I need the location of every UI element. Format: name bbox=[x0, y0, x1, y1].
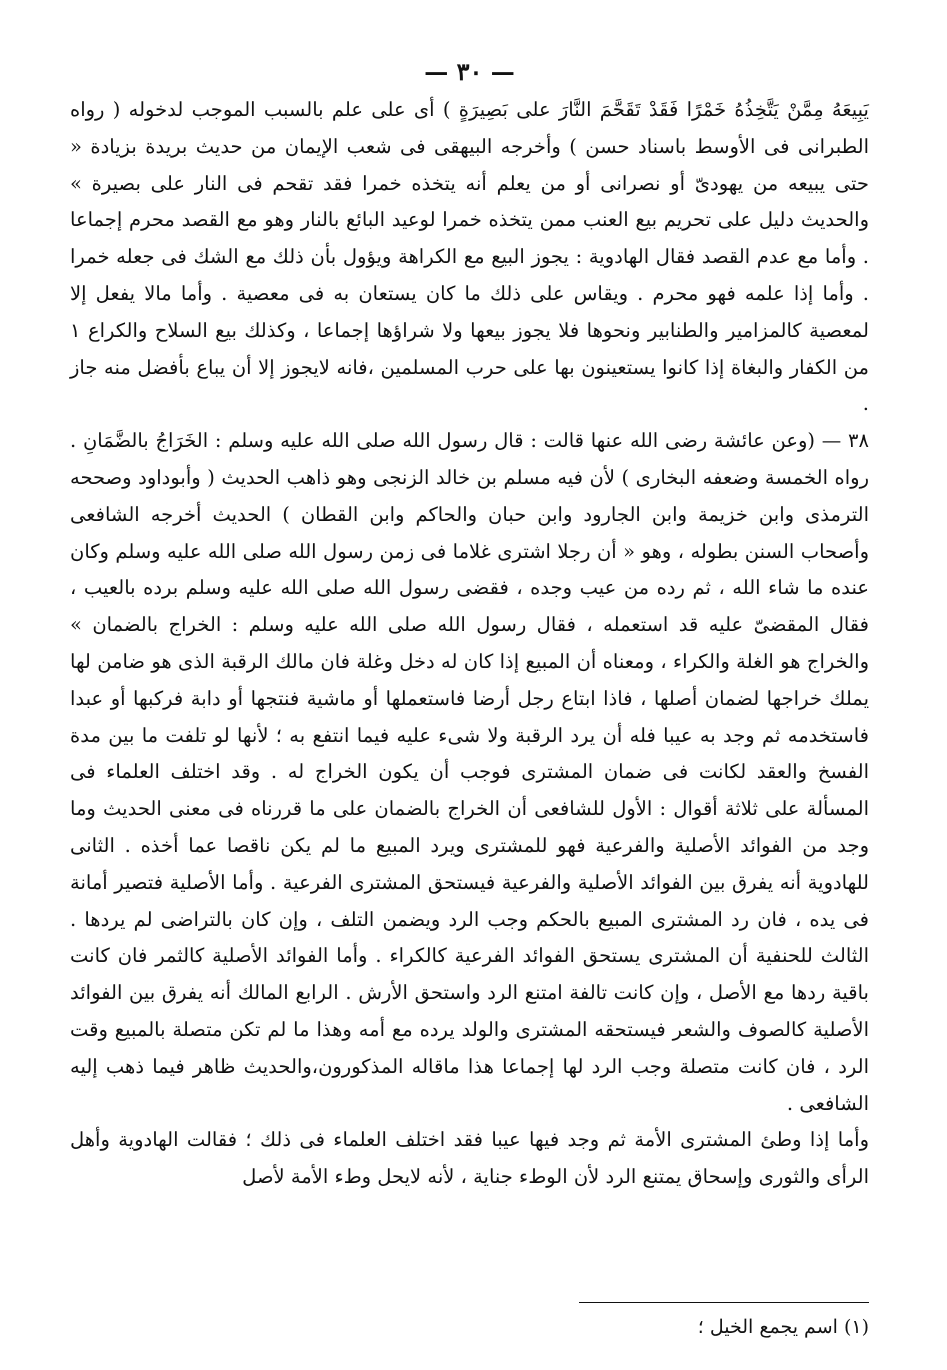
footnote-rule bbox=[579, 1302, 869, 1303]
paragraph-2: ٣٨ — (وعن عائشة رضى الله عنها قالت : قال رسول الله صلى الله عليه وسلم : الخَرَاجُ بالضَّمَانِ . رواه الخمسة وضعفه البخارى ) لأن فيه مسلم بن خالد الزنجى وهو ذاهب الحديث ( وأبوداود وصححه الترمذى وابن خزيمة وابن الجارود وابن حبان والحاكم وابن القطان ) الحديث أخرجه الشافعى وأصحاب السنن بطوله ، وهو « أن رجلا اشترى غلاما فى زمن رسول الله صلى الله عليه وسلم وكان عنده ما شاء الله ، ثم رده من عيب وجده ، فقضى رسول الله صلى الله عليه وسلم برده بالعيب ، فقال المقضىّ عليه قد استعمله ، فقال رسول الله صلى الله عليه وسلم : الخراج بالضمان » والخراج هو الغلة والكراء ، ومعناه أن المبيع إذا كان له دخل وغلة فان مالك الرقبة الذى هو ضامن لها يملك خراجها لضمان أصلها ، فاذا ابتاع رجل أرضا فاستعملها أو ماشية فنتجها أو دابة فركبها أو عبدا فاستخدمه ثم وجد به عيبا فله أن يرد الرقبة ولا شىء عليه فيما انتفع به ؛ لأنها لو تلفت ما بين مدة الفسخ والعقد لكانت فى ضمان المشترى فوجب أن يكون الخراج له . وقد اختلف العلماء فى المسألة على ثلاثة أقوال : الأول للشافعى أن الخراج بالضمان على ما قررناه فى معنى الحديث وما وجد من الفوائد الأصلية والفرعية فهو للمشترى ويرد المبيع ما لم يكن ناقصا عما أخذه . الثانى للهادوية أنه يفرق بين الفوائد الأصلية والفرعية فيستحق المشترى الفرعية . وأما الأصلية فتصير أمانة فى يده ، فان رد المشترى المبيع بالحكم وجب الرد ويضمن التلف ، وإن كان بالتراضى لم يردها . الثالث للحنفية أن المشترى يستحق الفوائد الفرعية كالكراء . وأما الفوائد الأصلية كالثمر فان كانت باقية ردها مع الأصل ، وإن كانت تالفة امتنع الرد واستحق الأرش . الرابع المالك أنه يفرق بين الفوائد الأصلية كالصوف والشعر فيستحقه المشترى والولد يرده مع أمه وهذا ما لم تكن متصلة بالمبيع وقت الرد ، فان كانت متصلة وجب الرد لها إجماعا هذا ماقاله المذكورون،والحديث ظاهر فيما ذهب إليه الشافعى . bbox=[70, 429, 869, 1115]
paragraph-3: وأما إذا وطئ المشترى الأمة ثم وجد فيها عيبا فقد اختلف العلماء فى ذلك ؛ فقالت الهادوية وأهل الرأى والثورى وإسحاق يمتنع الرد لأن الوطء جناية ، لأنه لايحل وطء الأمة لأصل bbox=[70, 1128, 869, 1189]
body-text bbox=[70, 92, 869, 1196]
footnote: (١) اسم يجمع الخيل ؛ bbox=[697, 1316, 869, 1338]
page-number: — ٣٠ — bbox=[424, 57, 515, 86]
paragraph-1: يَبِيعَهُ مِمَّنْ يَتَّخِذُهُ خَمْرًا فَقَدْ تَقَحَّمَ النَّارَ على بَصِيرَةٍ ) أى على علم بالسبب الموجب لدخوله ( رواه الطبرانى فى الأوسط باسناد حسن ) وأخرجه البيهقى فى شعب الإيمان من حديث بريدة بزيادة « حتى يبيعه من يهودىّ أو نصرانى أو من يعلم أنه يتخذه خمرا فقد تقحم فى النار على بصيرة » والحديث دليل على تحريم بيع العنب ممن يتخذه خمرا لوعيد البائع بالنار وهو مع القصد محرم إجماعا . وأما مع عدم القصد فقال الهادوية : يجوز البيع مع الكراهة ويؤول بأن ذلك مع الشك فى جعله خمرا . وأما إذا علمه فهو محرم . ويقاس على ذلك ما كان يستعان به فى معصية . وأما مالا يفعل إلا لمعصية كالمزامير والطنابير ونحوها فلا يجوز بيعها ولا شراؤها إجماعا ، وكذلك بيع السلاح والكراع ١ من الكفار والبغاة إذا كانوا يستعينون بها على حرب المسلمين ،فانه لايجوز إلا أن يباع بأفضل منه جاز . bbox=[70, 98, 869, 416]
